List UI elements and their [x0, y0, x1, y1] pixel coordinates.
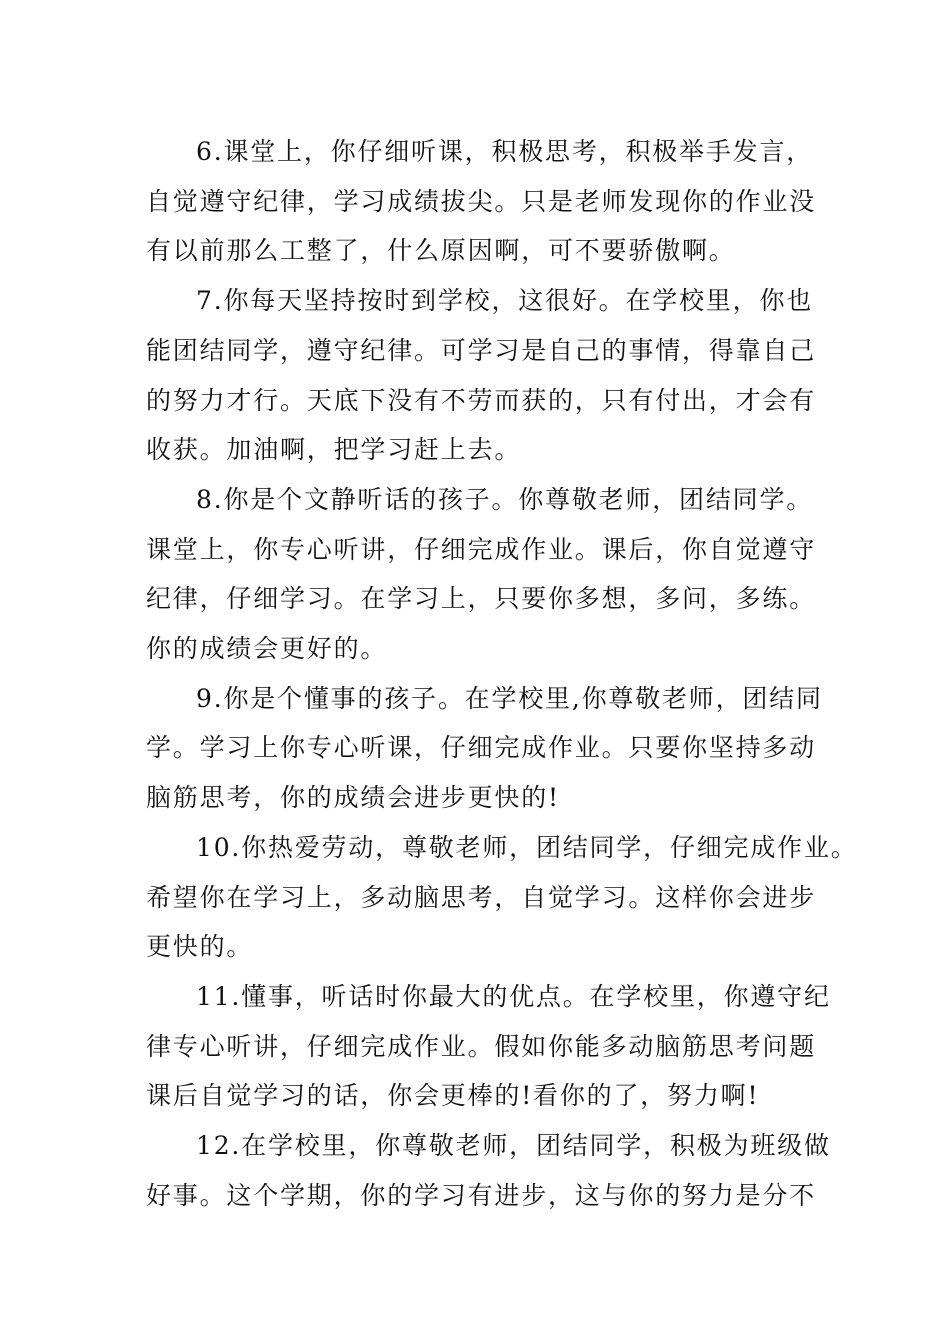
text-line: 你的成绩会更好的。: [146, 634, 388, 664]
text-line: 学。学习上你专心听课，仔细完成作业。只要你坚持多动: [146, 733, 817, 763]
text-line: 纪律，仔细学习。在学习上，只要你多想，多问，多练。: [146, 584, 817, 614]
paragraph-11: [146, 972, 831, 1121]
document-body: [146, 127, 858, 1220]
text-line: 自觉遵守纪律，学习成绩拔尖。只是老师发现你的作业没: [146, 186, 817, 216]
text-line: 12.在学校里，你尊敬老师，团结同学，积极为班级做: [196, 1131, 831, 1161]
text-line: 9.你是个懂事的孩子。在学校里,你尊敬老师，团结同: [196, 683, 823, 713]
text-line: 11.懂事，听话时你最大的优点。在学校里，你遵守纪: [196, 981, 831, 1011]
text-line: 课后自觉学习的话，你会更棒的!看你的了，努力啊!: [146, 1081, 760, 1111]
text-line: 有以前那么工整了，什么原因啊，可不要骄傲啊。: [146, 236, 736, 266]
text-line: 律专心听讲，仔细完成作业。假如你能多动脑筋思考问题: [146, 1031, 817, 1061]
text-line: 更快的。: [146, 932, 254, 962]
text-line: 收获。加油啊，把学习赶上去。: [146, 435, 522, 465]
text-line: 能团结同学，遵守纪律。可学习是自己的事情，得靠自己: [146, 335, 817, 365]
paragraph-7: [146, 276, 817, 475]
paragraph-12: [146, 1121, 831, 1220]
text-line: 7.你每天坚持按时到学校，这很好。在学校里，你也: [196, 286, 814, 316]
paragraph-6: [146, 127, 817, 276]
paragraph-10: [146, 823, 858, 972]
text-line: 6.课堂上，你仔细听课，积极思考，积极举手发言，: [196, 137, 814, 166]
text-line: 的努力才行。天底下没有不劳而获的，只有付出，才会有: [146, 385, 817, 415]
text-line: 课堂上，你专心听讲，仔细完成作业。课后，你自觉遵守: [146, 534, 817, 564]
text-line: 希望你在学习上，多动脑思考，自觉学习。这样你会进步: [146, 882, 817, 912]
paragraph-8: [146, 475, 817, 674]
paragraph-9: [146, 674, 823, 823]
text-line: 脑筋思考，你的成绩会进步更快的!: [146, 783, 560, 813]
text-line: 好事。这个学期，你的学习有进步，这与你的努力是分不: [146, 1180, 817, 1210]
text-line: 8.你是个文静听话的孩子。你尊敬老师，团结同学。: [196, 484, 814, 514]
text-line: 10.你热爱劳动，尊敬老师，团结同学，仔细完成作业。: [196, 832, 858, 862]
